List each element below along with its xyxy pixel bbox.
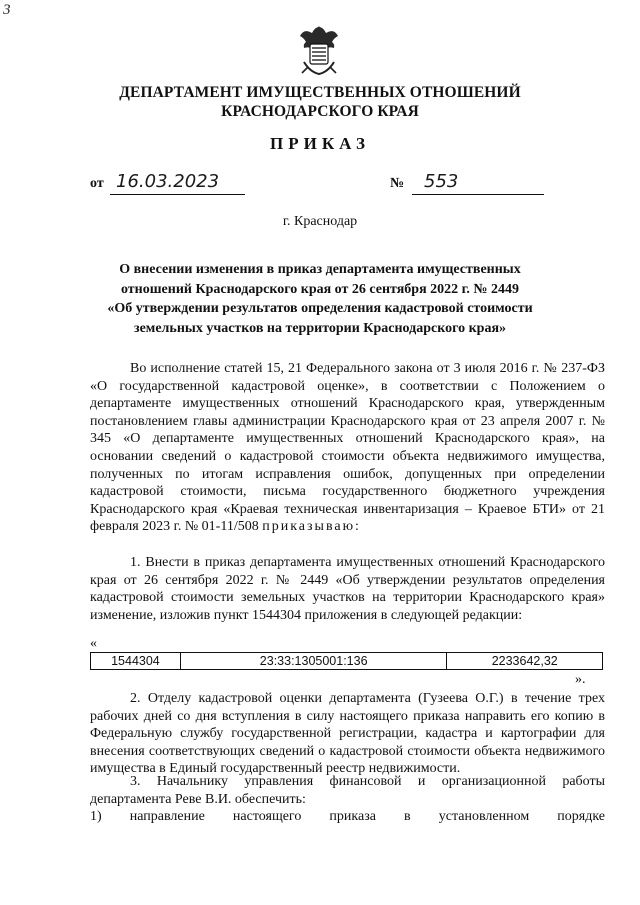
- cadastral-value-table: [90, 652, 603, 670]
- order-title: ПРИКАЗ: [270, 134, 370, 153]
- subject-line4: земельных участков на территории Краснодарского края»: [133, 320, 507, 336]
- paragraph-preamble: [90, 360, 605, 536]
- paragraph-item-3: 3. Начальнику управления финансовой и организационной работы департамента Реве В.И. обеспечить:: [90, 774, 605, 807]
- paragraph-subitem-1: [90, 808, 605, 826]
- order-subject: [90, 260, 550, 338]
- number-underline: [412, 194, 544, 195]
- decree-word: приказываю:: [262, 519, 361, 535]
- order-number-handwritten: 553: [424, 171, 459, 192]
- city-line: г. Краснодар: [282, 214, 358, 229]
- corner-mark: 3: [3, 2, 11, 18]
- order-date-handwritten: 16.03.2023: [116, 171, 220, 192]
- subject-line3: «Об утверждении результатов определения кадастровой стоимости: [107, 301, 533, 316]
- paragraph-item-1: 1. Внести в приказ департамента имущественных отношений Краснодарского края от 26 сентября 2022 г. № 2449 «Об утверждении результатов определения кадастровой стоимости земельных участков на территории Краснодарского края» изменение, изложив пункт 1544304 приложения в следующей редакции:: [90, 555, 605, 623]
- quote-open: «: [90, 636, 97, 651]
- table-cell-cadastral-number: 23:33:1305001:136: [180, 653, 447, 670]
- quote-close: ».: [575, 672, 586, 687]
- preamble-text: Во исполнение статей 15, 21 Федерального закона от 3 июля 2016 г. № 237-ФЗ «О государственной кадастровой оценке», в соответствии с Положением о департаменте имущественных отношений Краснодарского края, утвержденным постановлением главы администрации Краснодарского края от 23 апреля 2007 г. № 345 «О департаменте имущественных отношений Краснодарского края», на основании сведений о кадастровой стоимости объекта недвижимого имущества, полученных по итогам исправления ошибок, допущенных при определении кадастровой стоимости, письма государственного бюджетного учреждения Краснодарского края «Краевая техническая инвентаризация – Краевое БТИ» от 21 февраля 2023 г. № 01-11/508: [90, 361, 605, 535]
- subitem-text: 1) направление настоящего приказа в установленном порядке: [90, 809, 605, 824]
- date-underline: [110, 194, 245, 195]
- table-cell-cadastral-value: 2233642,32: [447, 653, 603, 670]
- table-row: [91, 653, 603, 670]
- department-name-line1: ДЕПАРТАМЕНТ ИМУЩЕСТВЕННЫХ ОТНОШЕНИЙ: [119, 84, 521, 101]
- table-cell-item-number: 1544304: [91, 653, 181, 670]
- subject-line1: О внесении изменения в приказ департамента имущественных: [119, 262, 521, 277]
- subject-line2: отношений Краснодарского края от 26 сентября 2022 г. № 2449: [120, 281, 520, 297]
- paragraph-item-2: 2. Отделу кадастровой оценки департамента (Гузеева О.Г.) в течение трех рабочих дней со дня вступления в силу настоящего приказа направить его копию в Федеральную службу государственной регистрации, кадастра и картографии для внесения соответствующих сведений о кадастровой стоимости объекта недвижимого имущества в Единый государственный реестр недвижимости.: [90, 691, 605, 777]
- date-prefix: от: [90, 176, 104, 191]
- coat-of-arms-emblem: [294, 22, 344, 78]
- department-name-line2: КРАСНОДАРСКОГО КРАЯ: [221, 103, 419, 120]
- number-prefix: №: [390, 176, 405, 191]
